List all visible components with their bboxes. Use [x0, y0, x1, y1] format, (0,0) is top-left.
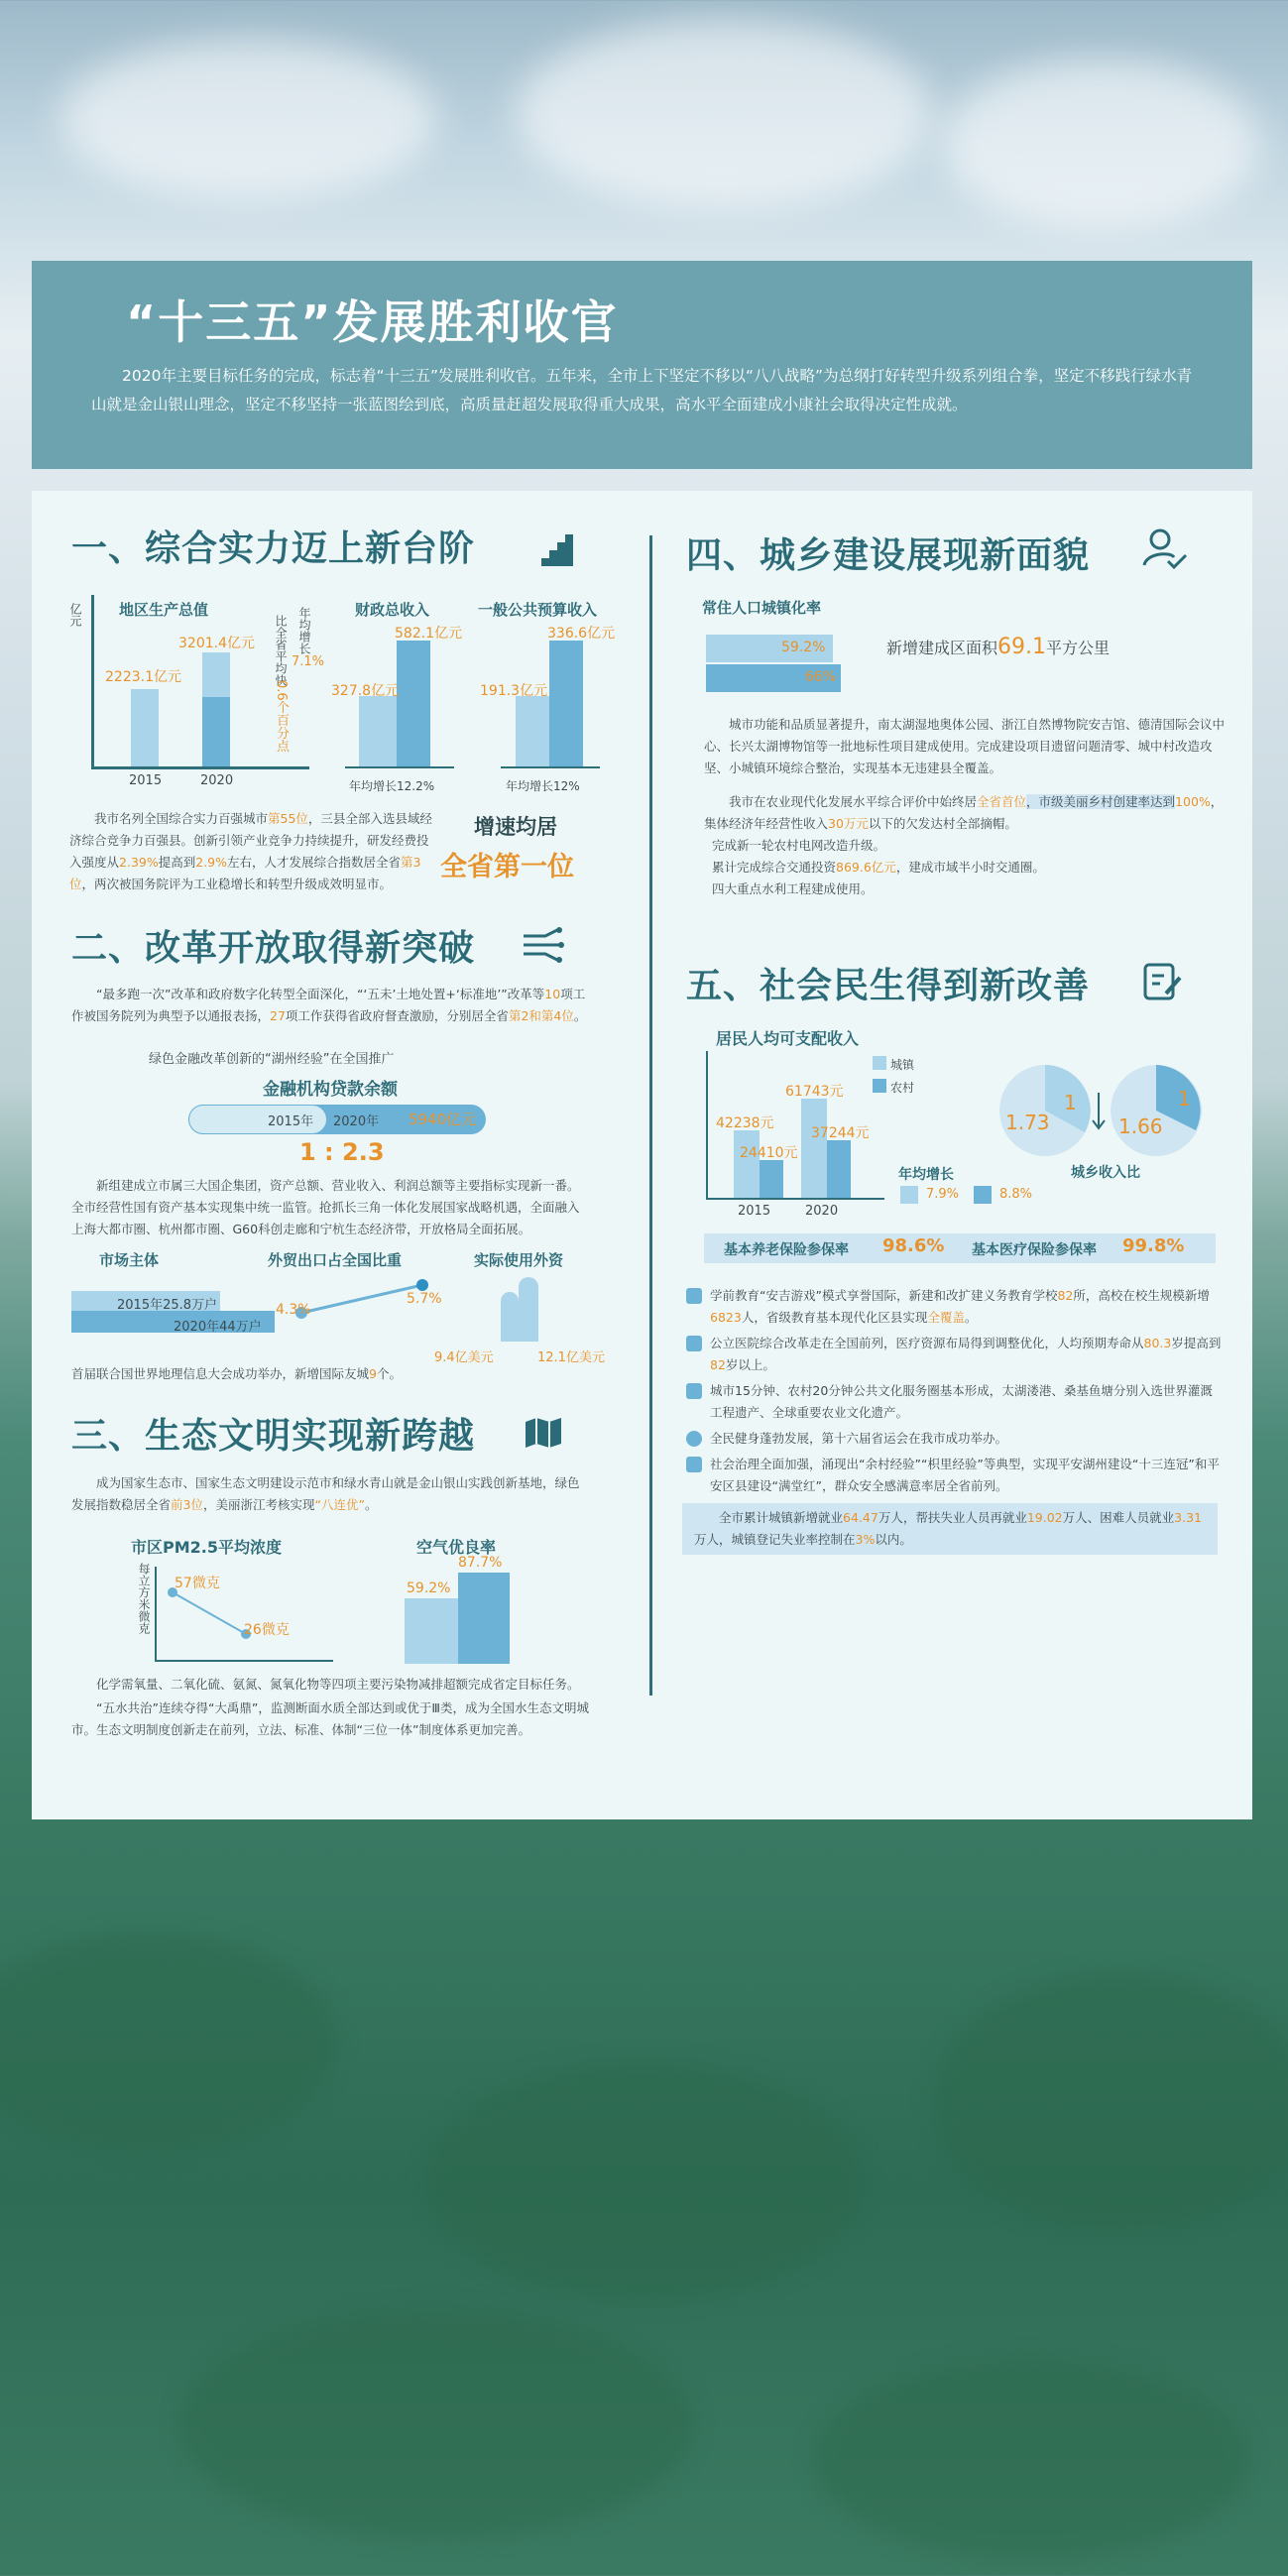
gdp-2015-value: 2223.1亿元 [105, 669, 181, 685]
foliage-decoration [426, 2062, 863, 2300]
fiscal-bar-2020 [397, 641, 430, 767]
income-ratio-one-b: 1 [1178, 1087, 1191, 1111]
culture-item: 城市15分钟、农村20分钟公共文化服务圈基本形成，太湖溇港、桑基鱼塘分别入选世界灌溉工程遗产、全球重要农业文化遗产。 [686, 1380, 1222, 1424]
section-3-text-1: 成为国家生态市、国家生态文明建设示范市和绿水青山就是金山银山实践创新基地，绿色发展指数稳居全省前3位，美丽浙江考核实现“八连优”。 [71, 1475, 580, 1512]
trade-value-b: 5.7% [407, 1291, 442, 1307]
page-title: “十三五”发展胜利收官 [126, 295, 619, 349]
air-bar-b [458, 1573, 510, 1664]
section-2-title: 二、改革开放取得新突破 [71, 928, 476, 969]
section-2-text-3: 首届联合国世界地理信息大会成功举办，新增国际友城9个。 [71, 1366, 402, 1381]
gdp-bar-2020-top [202, 652, 230, 697]
gdp-compare-label: 比全省平均快 [274, 615, 288, 686]
built-area: 新增建成区面积69.1平方公里 [886, 635, 1111, 659]
urban-value-a: 59.2% [781, 640, 826, 655]
cloud-decoration [516, 20, 932, 208]
loan-chart-label: 金融机构贷款余额 [263, 1080, 398, 1100]
air-value-b: 87.7% [458, 1555, 503, 1571]
fdi-chart-label: 实际使用外资 [474, 1251, 564, 1269]
foliage-decoration [932, 1973, 1288, 2231]
income-r2015: 24410元 [740, 1145, 798, 1161]
pm-value-b: 26微克 [244, 1622, 290, 1638]
income-year-2015: 2015 [738, 1204, 771, 1219]
gdp-bar-2020-bottom [202, 697, 230, 766]
urban-value-b: 66% [805, 669, 837, 685]
fitness-icon [686, 1431, 702, 1447]
budget-2020-value: 336.6亿元 [547, 626, 616, 642]
fiscal-chart-label: 财政总收入 [355, 601, 430, 619]
loan-value: 5940亿元 [409, 1111, 477, 1128]
column-divider [649, 535, 652, 1696]
gdp-year-2015: 2015 [129, 773, 163, 788]
income-year-2020: 2020 [805, 1204, 839, 1219]
map-icon [524, 1416, 563, 1450]
air-chart-label: 空气优良率 [416, 1538, 497, 1557]
gdp-2020-value: 3201.4亿元 [178, 636, 255, 651]
growth-urban-swatch [900, 1186, 918, 1204]
gdp-bar-2015 [131, 689, 159, 766]
market-2020: 2020年44万户 [174, 1320, 262, 1335]
loan-year-2020: 2020年 [333, 1114, 380, 1129]
cloud-decoration [59, 40, 436, 198]
income-u2020: 61743元 [785, 1084, 844, 1100]
section-4-text-4: 累计完成综合交通投资869.6亿元，建成市域半小时交通圈。 [712, 860, 1045, 875]
legend-urban-swatch [873, 1056, 886, 1070]
foliage-decoration [0, 1933, 337, 2152]
section-1-title: 一、综合实力迈上新台阶 [71, 528, 476, 569]
health-item: 公立医院综合改革走在全国前列，医疗资源布局得到调整优化，人均预期寿命从80.3岁提高到82岁以上。 [686, 1333, 1222, 1376]
gdp-growth-value: 7.1% [292, 654, 325, 669]
employment-summary: 全市累计城镇新增就业64.47万人，帮扶失业人员再就业19.02万人、困难人员就业3.31万人，城镇登记失业率控制在3%以内。 [682, 1503, 1218, 1555]
pm-unit: 每立方米微克 [137, 1563, 151, 1634]
section-3-title: 三、生态文明实现新跨越 [71, 1416, 476, 1457]
gdp-y-unit: 亿元 [68, 603, 82, 627]
loan-ratio: 1 : 2.3 [299, 1138, 385, 1166]
trade-chart-label: 外贸出口占全国比重 [268, 1251, 403, 1269]
income-ratio-label: 城乡收入比 [1071, 1165, 1140, 1181]
governance-item: 社会治理全面加强，涌现出“余村经验”“枳里经验”等典型，实现平安湖州建设“十三连冠”和平安区县建设“满堂红”，群众安全感满意率居全省前列。 [686, 1454, 1222, 1497]
intro-text: 2020年主要目标任务的完成，标志着“十三五”发展胜利收官。五年来，全市上下坚定不移以“八八战略”为总纲打好转型升级系列组合拳，坚定不移践行绿水青山就是金山银山理念，坚定不移坚持一张蓝图绘到底，高质量赶超发展取得重大成果，高水平全面建成小康社会取得决定性成就。 [91, 367, 1193, 413]
education-icon [686, 1288, 702, 1304]
gdp-compare-value: 0.6个百分点 [274, 680, 289, 753]
budget-bar-2015 [516, 696, 549, 767]
section-4-text-3: 完成新一轮农村电网改造升级。 [712, 838, 886, 853]
foliage-decoration [178, 2310, 694, 2538]
section-4-title: 四、城乡建设展现新面貌 [686, 535, 1091, 576]
loan-year-2015: 2015年 [268, 1114, 314, 1129]
income-x-axis [706, 1198, 884, 1200]
growth-rural-swatch [974, 1186, 992, 1204]
income-u2015: 42238元 [716, 1115, 774, 1131]
market-chart-label: 市场主体 [99, 1251, 160, 1269]
cloud-decoration [942, 59, 1259, 228]
green-finance-note: 绿色金融改革创新的“湖州经验”在全国推广 [149, 1052, 395, 1067]
fiscal-growth: 年均增长12.2% [349, 779, 435, 793]
income-r2020: 37244元 [811, 1125, 870, 1141]
fiscal-2020-value: 582.1亿元 [395, 626, 463, 642]
budget-baseline [501, 766, 600, 768]
gdp-chart-label: 地区生产总值 [119, 601, 209, 619]
trade-value-a: 4.3% [276, 1302, 311, 1318]
section-4-text-5: 四大重点水利工程建成使用。 [712, 881, 874, 896]
stairs-chart-icon [535, 532, 575, 568]
budget-chart-label: 一般公共预算收入 [478, 601, 598, 619]
intro-banner [32, 261, 1252, 469]
fdi-bar-a [501, 1292, 519, 1342]
fdi-value-b: 12.1亿美元 [537, 1350, 605, 1365]
gdp-y-axis [91, 595, 94, 769]
budget-growth: 年均增长12% [506, 779, 580, 793]
section-2-text-2: 新组建成立市属三大国企集团，资产总额、营业收入、利润总额等主要指标实现新一番。全市经营性国有资产基本实现集中统一监管。抢抓长三角一体化发展国家战略机遇，全面融入上海大都市圈、杭州都市圈、G60科创走廊和宁杭生态经济带，开放格局全面拓展。 [71, 1178, 580, 1236]
fdi-value-a: 9.4亿美元 [434, 1350, 494, 1365]
budget-2015-value: 191.3亿元 [480, 683, 548, 699]
section-4-text-1: 城市功能和品质显著提升，南太湖湿地奥体公园、浙江自然博物院安吉馆、德清国际会议中心、长兴太湖博物馆等一批地标性项目建成使用。完成建设项目遗留问题清零、城中村改造攻坚、小城镇环境综合整治，实现基本无违建县全覆盖。 [704, 717, 1226, 775]
pension-label: 基本养老保险参保率 [724, 1242, 849, 1258]
pm-chart-label: 市区PM2.5平均浓度 [131, 1538, 282, 1557]
income-growth-label: 年均增长 [898, 1167, 954, 1183]
income-ratio-b: 1.66 [1118, 1114, 1163, 1138]
medical-label: 基本医疗保险参保率 [972, 1242, 1097, 1258]
section-2-text-1: “最多跑一次”改革和政府数字化转型全面深化，“‘五未’土地处置+‘标准地’”改革等10项工作被国务院列为典型予以通报表扬，27项工作获得省政府督查激励，分别居全省第2和第4位。 [71, 987, 587, 1023]
fdi-bar-b [519, 1277, 538, 1342]
income-growth-rural: 8.8% [999, 1187, 1033, 1202]
edit-document-icon [1142, 962, 1184, 1001]
income-bar-rural-2015 [760, 1160, 783, 1198]
fiscal-2015-value: 327.8亿元 [331, 683, 400, 699]
sports-item: 全民健身蓬勃发展，第十六届省运会在我市成功举办。 [686, 1428, 1222, 1450]
education-item: 学前教育“安吉游戏”模式享誉国际，新建和改扩建义务教育学校82所，高校在校生规模新增6823人，省级教育基本现代化区县实现全覆盖。 [686, 1285, 1222, 1329]
person-check-icon [1140, 526, 1188, 571]
budget-bar-2020 [549, 641, 583, 767]
branch-network-icon [520, 924, 565, 966]
section-4-text-2: 我市在农业现代化发展水平综合评价中始终居全省首位，市级美丽乡村创建率达到100%，集体经济年经营性收入30万元以下的欠发达村全部摘帽。 [704, 794, 1224, 831]
section-3-text-2: 化学需氧量、二氧化硫、氨氮、氮氧化物等四项主要污染物减排超额完成省定目标任务。 [96, 1677, 580, 1692]
pm-y-axis [155, 1567, 157, 1662]
gdp-x-axis [91, 766, 309, 769]
section-1-text: 我市名列全国综合实力百强城市第55位，三县全部入选县域经济综合竞争力百强县。创新引领产业竞争力持续提升，研发经费投入强度从2.39%提高到2.9%左右，人才发展综合指数居全省第3位，两次被国务院评为工业稳增长和转型升级成效明显市。 [69, 811, 432, 891]
legend-urban: 城镇 [890, 1058, 915, 1072]
medical-value: 99.8% [1122, 1235, 1185, 1256]
income-growth-urban: 7.9% [926, 1187, 960, 1202]
income-bar-urban-2020 [801, 1099, 827, 1198]
income-y-axis [706, 1051, 708, 1200]
governance-icon [686, 1457, 702, 1472]
gdp-year-2020: 2020 [200, 773, 234, 788]
pm-x-axis [155, 1660, 333, 1662]
market-2015: 2015年25.8万户 [117, 1298, 218, 1313]
gdp-growth-label: 年均增长 [297, 607, 311, 654]
hospital-icon [686, 1336, 702, 1351]
foliage-decoration [813, 2360, 1249, 2558]
income-ratio-one-a: 1 [1064, 1091, 1077, 1114]
fiscal-baseline [345, 766, 454, 768]
fiscal-bar-2015 [359, 696, 397, 767]
pm-value-a: 57微克 [175, 1576, 220, 1591]
section-5-title: 五、社会民生得到新改善 [686, 966, 1091, 1006]
rank-value: 全省第一位 [440, 852, 574, 882]
urban-chart-label: 常住人口城镇化率 [702, 599, 822, 617]
section-3-text-3: “五水共治”连续夺得“大禹鼎”，监测断面水质全部达到或优于Ⅲ类，成为全国水生态文明城市。生态文明制度创新走在前列，立法、标准、体制“三位一体”制度体系更加完善。 [71, 1700, 590, 1737]
income-ratio-a: 1.73 [1005, 1111, 1050, 1134]
air-bar-a [405, 1598, 458, 1664]
rank-label: 增速均居 [474, 815, 557, 839]
income-chart-label: 居民人均可支配收入 [716, 1029, 860, 1048]
legend-rural: 农村 [890, 1081, 915, 1095]
pension-value: 98.6% [882, 1235, 945, 1256]
legend-rural-swatch [873, 1079, 886, 1093]
culture-icon [686, 1383, 702, 1399]
income-bar-rural-2020 [827, 1140, 851, 1198]
air-value-a: 59.2% [407, 1581, 451, 1596]
income-bar-urban-2015 [734, 1130, 760, 1198]
